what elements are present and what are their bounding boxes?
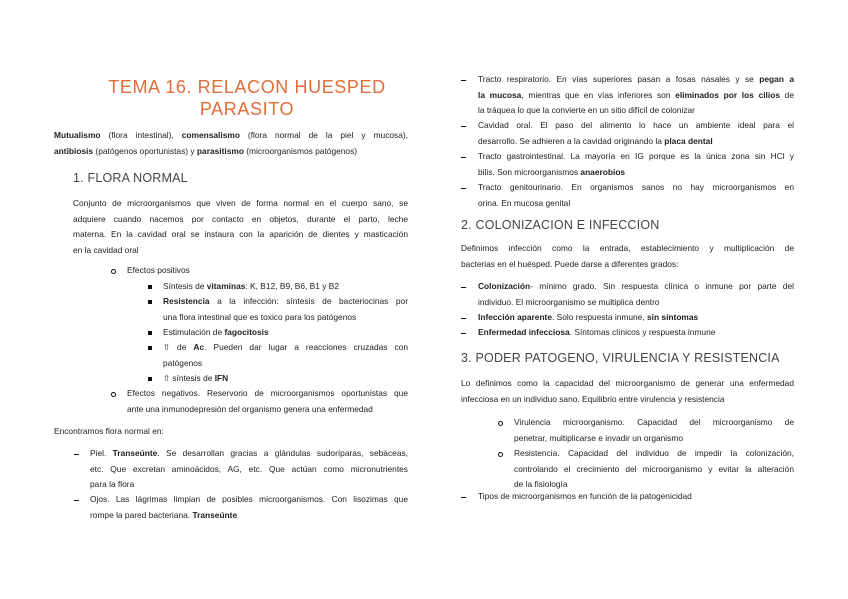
dash-bullet-icon — [461, 318, 466, 319]
page-title — [54, 76, 440, 120]
list-item-tipos: Tipos de microorganismos en función de la patogenicidad — [478, 491, 692, 501]
dash-bullet-icon — [74, 454, 79, 455]
dash-bullet-icon — [461, 126, 466, 127]
efectos-positivos-label: Efectos positivos — [127, 265, 190, 275]
list-item-anticuerpos: ⇧ de Ac. Pueden dar lugar a reacciones cruzadas con patógenos — [163, 342, 408, 368]
square-bullet-icon — [148, 331, 152, 335]
title-line-2: PARASITO — [199, 99, 295, 119]
circle-bullet-icon — [111, 392, 116, 397]
list-item-tracto-respiratorio: Tracto respiratorio. En vías superiores pasan a fosas nasales y se pegan a la mucosa, mientras que en vías inferiores son eliminados por los cilios de la tráquea lo que la convierte en un sitio difícil de colonizar — [478, 74, 794, 115]
dash-bullet-icon — [461, 497, 466, 498]
list-item-ifn: ⇧ síntesis de IFN — [163, 373, 229, 383]
encontramos-text: Encontramos flora normal en: — [54, 426, 164, 436]
intro-paragraph: Mutualismo (flora intestinal), comensalismo (flora normal de la piel y mucosa), antibiosis (patógenos oportunistas) y parasitismo (microorganismos patógenos) — [54, 130, 409, 156]
list-item-infeccion-aparente: Infección aparente. Solo respuesta inmune, sin síntomas — [478, 312, 699, 322]
circle-bullet-icon — [111, 269, 116, 274]
list-item-fagocitosis: Estimulación de fagocitosis — [163, 327, 269, 337]
circle-bullet-icon — [498, 421, 503, 426]
list-item-colonizacion: Colonización- mínimo grado. Sin respuesta clínica o inmune por parte del individuo. El microorganismo se multiplica dentro — [478, 281, 794, 307]
square-bullet-icon — [148, 346, 152, 350]
square-bullet-icon — [148, 285, 152, 289]
square-bullet-icon — [148, 300, 152, 304]
list-item-virulencia: Virulencia microorganismo. Capacidad del microorganismo de penetrar, multiplicarse e invadir un organismo — [514, 417, 794, 443]
section-heading-colonizacion: 2. COLONIZACION E INFECCION — [461, 218, 660, 232]
list-item-tracto-genitourinario: Tracto genitourinario. En organismos sanos no hay microorganismos en orina. En mucosa genital — [478, 182, 794, 208]
section-heading-flora-normal: 1. FLORA NORMAL — [73, 171, 188, 185]
poder-patogeno-paragraph: Lo definimos como la capacidad del microorganismo de generar una enfermedad infecciosa en un individuo sano. Equilibrio entre virulencia y resistencia — [461, 378, 794, 404]
dash-bullet-icon — [461, 287, 466, 288]
list-item-vitaminas: Síntesis de vitaminas: K, B12, B9, B6, B1 y B2 — [163, 281, 339, 291]
dash-bullet-icon — [461, 80, 466, 81]
dash-bullet-icon — [461, 188, 466, 189]
title-line-1: TEMA 16. RELACON HUESPED — [108, 77, 386, 97]
list-item-resistencia: Resistencia a la infección: síntesis de bacteriocinas por una flora intestinal que es toxico para los patógenos — [163, 296, 408, 322]
dash-bullet-icon — [461, 157, 466, 158]
list-item-resistencia-individuo: Resistencia. Capacidad del individuo de impedir la colonización, controlando el crecimiento del microorganismo y evitar la alteración de la fisiología — [514, 448, 794, 489]
efectos-negativos-item: Efectos negativos. Reservorio de microorganismos oportunistas que ante una inmunodepresión del organismo genera una enfermedad — [127, 388, 408, 414]
list-item-piel: Piel. Transeúnte. Se desarrollan gracias a glándulas sudoríparas, sebáceas, etc. Que excretan aminoácidos, AG, etc. Que actúan como micronutrientes para la flora — [90, 448, 408, 489]
list-item-ojos: Ojos. Las lágrimas limpian de posibles microorganismos. Con lisozimas que rompe la pared bacteriana. Transeúnte — [90, 494, 408, 520]
square-bullet-icon — [148, 377, 152, 381]
section-heading-poder-patogeno: 3. PODER PATOGENO, VIRULENCIA Y RESISTENCIA — [461, 351, 780, 365]
colonizacion-paragraph: Definimos infección como la entrada, establecimiento y multiplicación de bacterias en el huésped. Puede darse a diferentes grados: — [461, 243, 794, 269]
list-item-cavidad-oral: Cavidad oral. El paso del alimento lo hace un ambiente ideal para el desarrollo. Se adhieren a la cavidad originando la placa dental — [478, 120, 794, 146]
flora-normal-paragraph: Conjunto de microorganismos que viven de forma normal en el cuerpo sano, se adquiere cuando nacemos por contacto en objetos, durante el parto, leche materna. En la cavidad oral se instaura con la aparición de dientes y masticación en la cavidad oral — [73, 198, 408, 255]
dash-bullet-icon — [74, 500, 79, 501]
list-item-tracto-gastrointestinal: Tracto gastrointestinal. La mayoría en IG porque es la única zona sin HCl y bilis. Son microorganismos anaerobios — [478, 151, 794, 177]
list-item-enfermedad-infecciosa: Enfermedad infecciosa. Síntomas clínicos y respuesta inmune — [478, 327, 716, 337]
dash-bullet-icon — [461, 333, 466, 334]
circle-bullet-icon — [498, 452, 503, 457]
